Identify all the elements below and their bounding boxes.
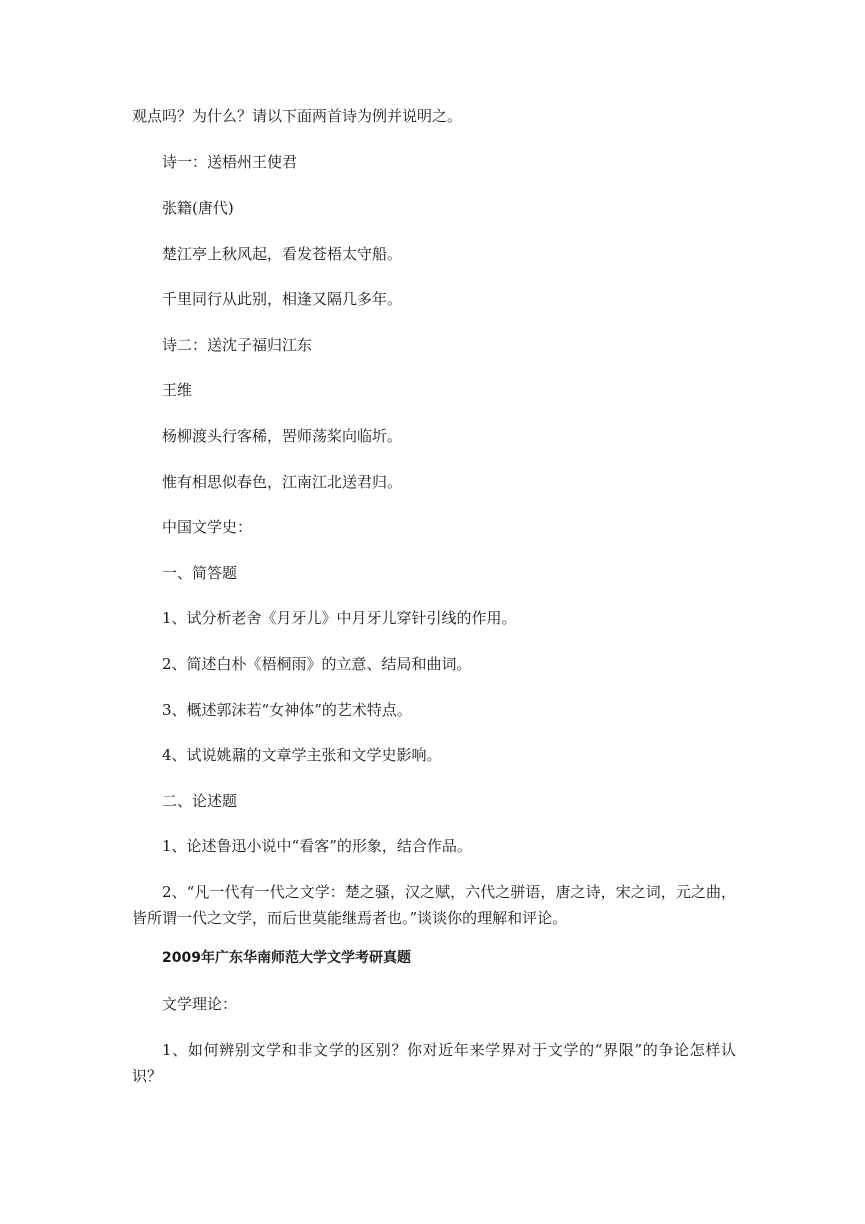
poem2-line2: 惟有相思似春色，江南江北送君归。 (162, 473, 403, 491)
theory-question-1: 1、如何辨别文学和非文学的区别？你对近年来学界对于文学的“界限”的争论怎样认识？ (132, 1041, 736, 1085)
question-2: 2、简述白朴《梧桐雨》的立意、结局和曲词。 (162, 655, 472, 673)
poem2-line1: 杨柳渡头行客稀，罟师荡桨向临圻。 (162, 427, 403, 445)
poem1-line1: 楚江亭上秋风起，看发苍梧太守船。 (162, 245, 403, 263)
poem1-line2: 千里同行从此别，相逢又隔几多年。 (162, 290, 403, 308)
part-heading-short-answer: 一、简答题 (162, 564, 238, 582)
poem2-author: 王维 (162, 381, 193, 399)
poem1-author: 张籍(唐代) (162, 199, 234, 217)
question-4: 4、试说姚鼐的文章学主张和文学史影响。 (162, 746, 442, 764)
essay-question-1: 1、论述鲁迅小说中“看客”的形象，结合作品。 (162, 837, 472, 855)
essay-question-2: 2、“凡一代有一代之文学：楚之骚，汉之赋，六代之骈语，唐之诗，宋之词，元之曲，皆所谓一代之文学，而后世莫能继焉者也。”谈谈你的理解和评论。 (132, 883, 736, 927)
poem2-title: 诗二：送沈子福归江东 (162, 336, 313, 354)
poem1-title: 诗一：送梧州王使君 (162, 153, 298, 171)
exam-title: 2009年广东华南师范大学文学考研真题 (162, 950, 411, 966)
section-heading-literature-history: 中国文学史： (162, 518, 253, 536)
section-heading-literary-theory: 文学理论： (162, 995, 238, 1013)
paragraph-continuation: 观点吗？为什么？请以下面两首诗为例并说明之。 (132, 107, 463, 125)
question-3: 3、概述郭沫若“女神体”的艺术特点。 (162, 701, 412, 719)
question-1: 1、试分析老舍《月牙儿》中月牙儿穿针引线的作用。 (162, 609, 517, 627)
part-heading-essay: 二、论述题 (162, 792, 238, 810)
